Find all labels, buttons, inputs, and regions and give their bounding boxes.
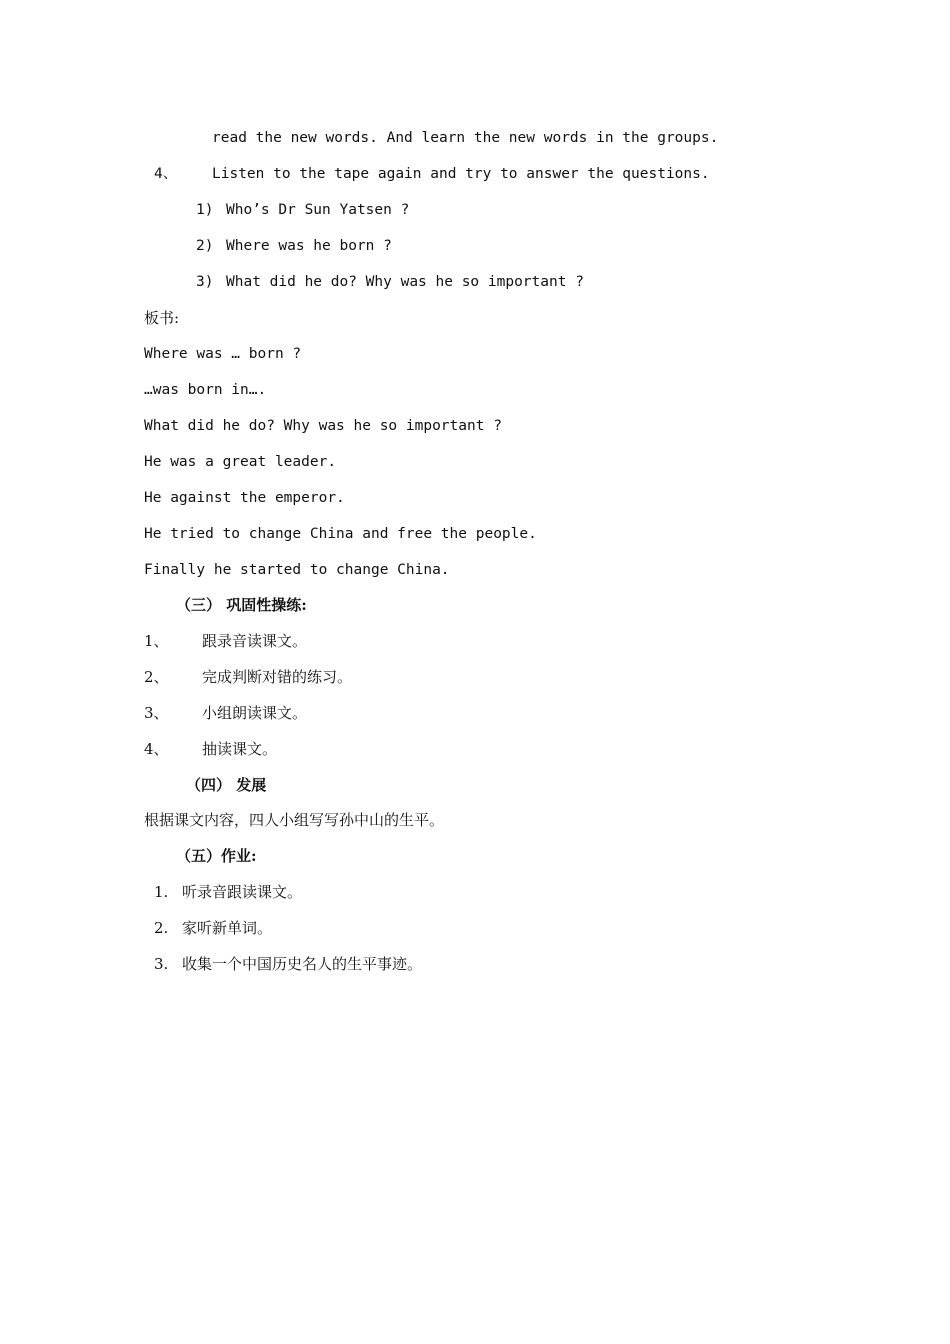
step-4-number: 4、 (154, 166, 178, 182)
homework-2-number: 2. (154, 919, 169, 937)
question-1-number: 1) (196, 202, 214, 218)
question-2-number: 2) (196, 238, 214, 254)
question-3-number: 3) (196, 274, 214, 290)
question-2-text: Where was he born ? (226, 238, 392, 254)
board-line: What did he do? Why was he so important ? (144, 418, 502, 434)
section-3-item-2-text: 完成判断对错的练习。 (202, 668, 353, 686)
section-3-item-1-number: 1、 (144, 632, 169, 650)
board-line: Where was … born ? (144, 346, 302, 362)
intro-line: read the new words. And learn the new words in the groups. (212, 130, 719, 146)
section-3-heading: （三） 巩固性操练: (176, 596, 307, 614)
question-3-text: What did he do? Why was he so important ? (226, 274, 584, 290)
section-3-item-4-text: 抽读课文。 (202, 740, 278, 758)
board-line: …was born in…. (144, 382, 267, 398)
homework-3-number: 3. (154, 955, 169, 973)
homework-2-text: 家听新单词。 (182, 919, 273, 937)
section-3-item-2-number: 2、 (144, 668, 169, 686)
section-3-item-3-text: 小组朗读课文。 (202, 704, 308, 722)
question-1-text: Who’s Dr Sun Yatsen ? (226, 202, 410, 218)
homework-3-text: 收集一个中国历史名人的生平事迹。 (182, 955, 423, 973)
section-4-heading: （四） 发展 (186, 776, 267, 794)
board-line: He was a great leader. (144, 454, 337, 470)
section-5-heading: （五）作业: (176, 847, 257, 865)
board-line: Finally he started to change China. (144, 562, 450, 578)
step-4-text: Listen to the tape again and try to answer the questions. (212, 166, 710, 182)
board-line: He tried to change China and free the people. (144, 526, 537, 542)
homework-1-number: 1. (154, 883, 169, 901)
section-3-item-4-number: 4、 (144, 740, 169, 758)
section-3-item-1-text: 跟录音读课文。 (202, 632, 308, 650)
board-heading: 板书: (144, 309, 180, 327)
section-3-item-3-number: 3、 (144, 704, 169, 722)
homework-1-text: 听录音跟读课文。 (182, 883, 303, 901)
board-line: He against the emperor. (144, 490, 345, 506)
section-4-text: 根据课文内容，四人小组写写孙中山的生平。 (144, 811, 445, 829)
